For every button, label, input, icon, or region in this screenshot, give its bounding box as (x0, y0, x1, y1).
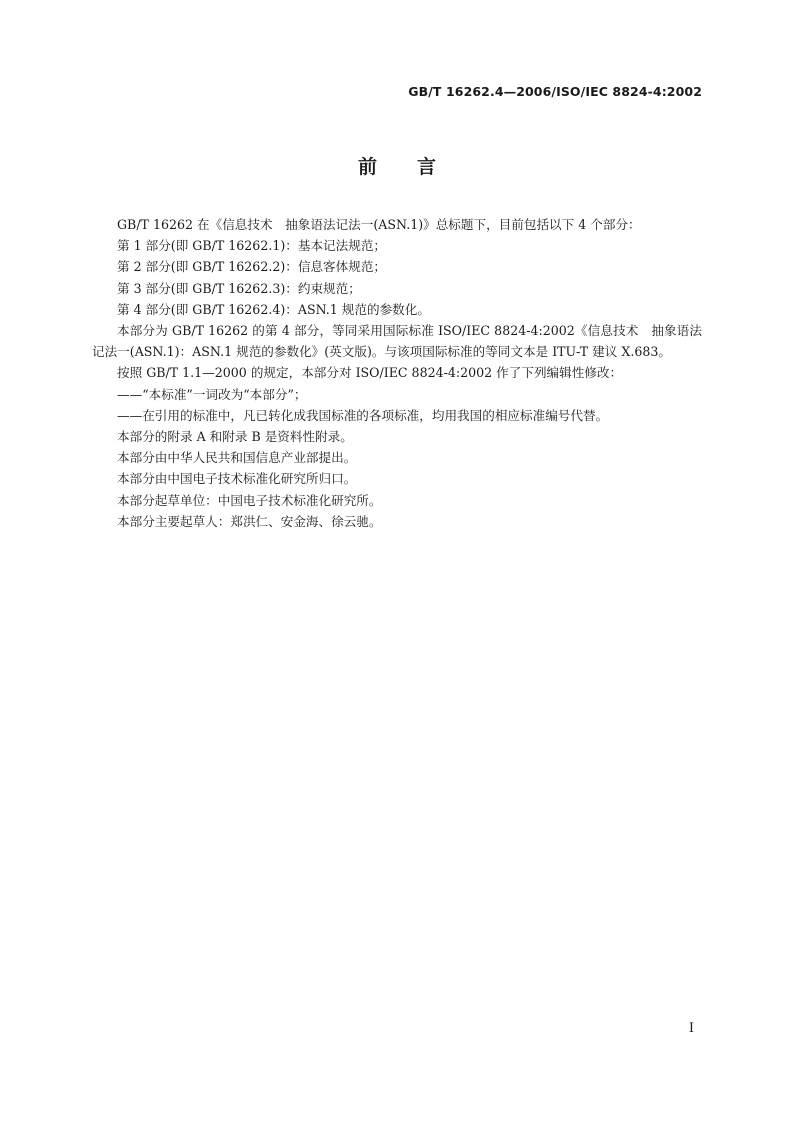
paragraph-part-2: 第 2 部分(即 GB/T 16262.2)：信息客体规范； (117, 259, 387, 275)
paragraph-part-3: 第 3 部分(即 GB/T 16262.3)：约束规范； (117, 280, 361, 296)
paragraph-adoption: 本部分为 GB/T 16262 的第 4 部分，等同采用国际标准 ISO/IEC 8824-4:2002《信息技术 抽象语法记法一(ASN.1)：ASN.1 规范的参数化》(英文版)。与该项国际标准的等同文本是 ITU-T 建议 X.683。 (92, 323, 702, 360)
foreword-body (92, 214, 702, 532)
paragraph-editorial-changes: 按照 GB/T 1.1—2000 的规定，本部分对 ISO/IEC 8824-4:2002 作了下列编辑性修改： (117, 365, 623, 381)
paragraph-intro: GB/T 16262 在《信息技术 抽象语法记法一(ASN.1)》总标题下，目前包括以下 4 个部分： (117, 217, 641, 232)
paragraph-part-4: 第 4 部分(即 GB/T 16262.4)：ASN.1 规范的参数化。 (117, 301, 430, 317)
paragraph-administered-by: 本部分由中国电子技术标准化研究所归口。 (117, 471, 357, 487)
page-number: I (688, 1021, 694, 1036)
paragraph-change-1: ——“本标准”一词改为“本部分”； (117, 386, 307, 402)
standard-number-header: GB/T 16262.4—2006/ISO/IEC 8824-4:2002 (408, 84, 702, 99)
paragraph-change-2: ——在引用的标准中，凡已转化成我国标准的各项标准，均用我国的相应标准编号代替。 (117, 407, 609, 423)
paragraph-proposed-by: 本部分由中华人民共和国信息产业部提出。 (117, 450, 357, 466)
paragraph-drafters: 本部分主要起草人：郑洪仁、安金海、徐云驰。 (117, 513, 382, 529)
paragraph-drafting-unit: 本部分起草单位：中国电子技术标准化研究所。 (117, 492, 382, 508)
paragraph-part-1: 第 1 部分(即 GB/T 16262.1)：基本记法规范； (117, 238, 387, 254)
paragraph-annexes: 本部分的附录 A 和附录 B 是资料性附录。 (117, 429, 353, 445)
page-title: 前言 (357, 156, 476, 178)
